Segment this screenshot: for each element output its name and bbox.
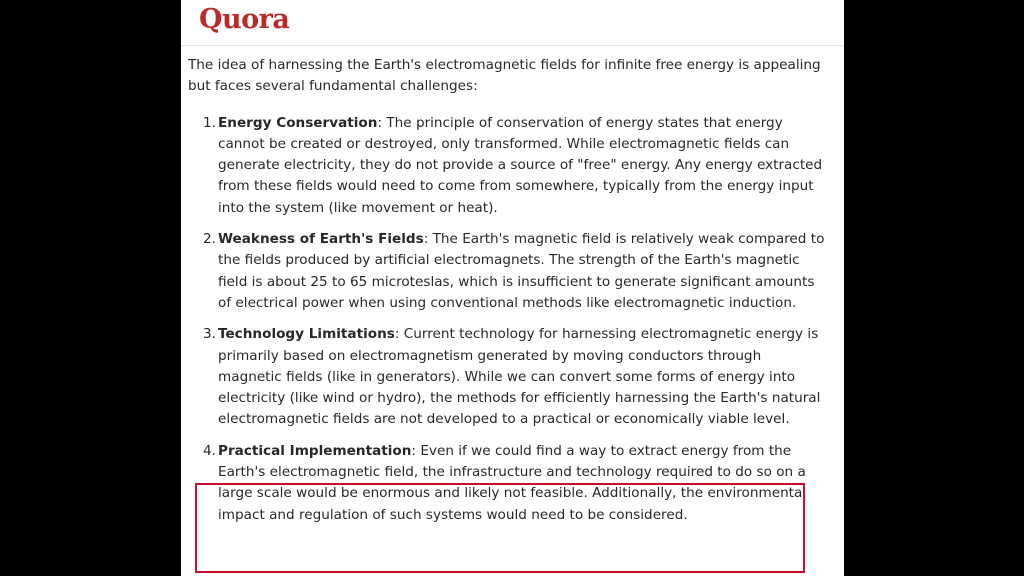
quora-header: [181, 0, 844, 46]
list-number: 2.: [203, 231, 216, 248]
list-item-weakness-of-fields: [188, 229, 828, 314]
answer-intro: The idea of harnessing the Earth's electromagnetic fields for infinite free energy is appealing but faces several fundamental challenges:: [188, 57, 821, 95]
list-number: 3.: [203, 326, 216, 343]
quora-logo[interactable]: Quora: [199, 4, 290, 35]
list-item-energy-conservation: [188, 113, 828, 219]
list-number: 4.: [203, 442, 216, 459]
list-item-body: : The Earth's magnetic field is relatively weak compared to the fields produced by artificial electromagnets. The strength of the Earth's magnetic field is about 25 to 65 microteslas, which is insufficient to generate significant amounts of electrical power when using conventional methods like electromagnetic induction.: [218, 231, 825, 311]
list-item-body: : Current technology for harnessing electromagnetic energy is primarily based on electromagnetism generated by moving conductors through magnetic fields (like in generators). While we can convert some forms of energy into electricity (like wind or hydro), the methods for efficiently harnessing the Earth's natural electromagnetic fields are not developed to a practical or economically viable level.: [218, 326, 821, 428]
list-item-title: Energy Conservation: [218, 114, 378, 131]
list-item-title: Technology Limitations: [218, 326, 395, 343]
answer-content: [188, 55, 828, 526]
list-item-body: : Even if we could find a way to extract energy from the Earth's electromagnetic field, the infrastructure and technology required to do so on a large scale would be enormous and likely not feasible. Additionally, the environmental impact and regulation of such systems would need to be considered.: [218, 442, 807, 523]
highlight-box: [195, 483, 805, 573]
list-item-technology-limitations: [188, 324, 828, 430]
list-item-title: Weakness of Earth's Fields: [218, 231, 424, 248]
quora-answer-panel: [181, 0, 844, 576]
list-item-body: : The principle of conservation of energy states that energy cannot be created or destroyed, only transformed. While electromagnetic fields can generate electricity, they do not provide a source of "free" energy. Any energy extracted from these fields would need to come from somewhere, typically from the energy input into the system (like movement or heat).: [218, 114, 823, 216]
list-item-title: Practical Implementation: [218, 442, 412, 459]
list-number: 1.: [203, 114, 216, 131]
